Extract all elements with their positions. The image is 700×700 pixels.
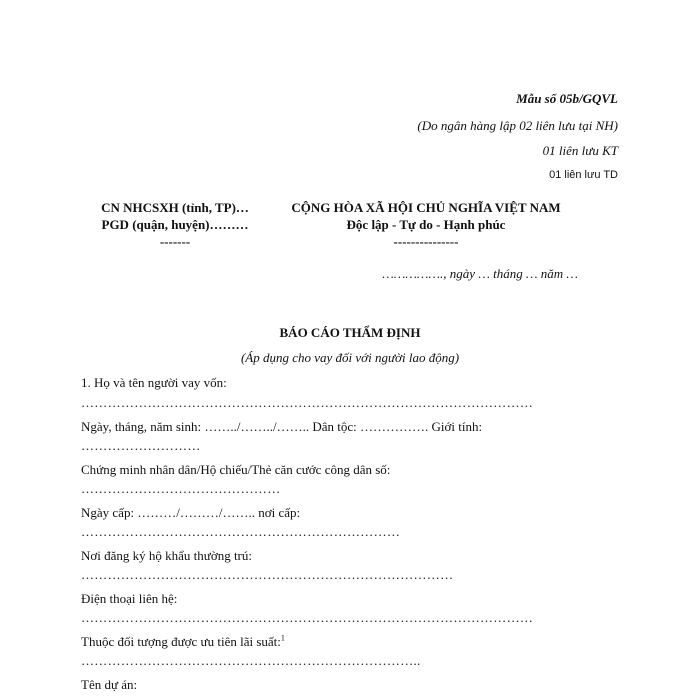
national-header: [276, 199, 576, 250]
copies-note: (Do ngân hàng lập 02 liên lưu tại NH): [417, 118, 618, 133]
footnote-marker: 1: [280, 633, 285, 643]
field-project-name-label: Tên dự án:: [81, 677, 138, 692]
field-residence-dots: …………………………………………………………………………: [81, 567, 454, 582]
copy-td-note: 01 liên lưu TD: [549, 169, 618, 181]
field-birth-ethnicity-gender-dots: ………………………: [81, 438, 201, 453]
report-title: BÁO CÁO THẨM ĐỊNH: [279, 325, 421, 340]
nation-rule: ---------------: [393, 234, 459, 249]
nation-line-2: Độc lập - Tự do - Hạnh phúc: [346, 217, 506, 232]
field-borrower-name-label: 1. Họ và tên người vay vốn:: [81, 375, 227, 390]
report-subtitle: (Áp dụng cho vay đối với người lao động): [240, 350, 460, 365]
field-priority-rate-text: Thuộc đối tượng được ưu tiên lãi suất:: [81, 634, 281, 649]
nation-line-1: CỘNG HÒA XÃ HỘI CHỦ NGHĨA VIỆT NAM: [291, 200, 561, 215]
copy-kt-note: 01 liên lưu KT: [542, 143, 618, 158]
field-issue-date-place-label: Ngày cấp: ………/………/…….. nơi cấp:: [81, 505, 301, 520]
field-priority-rate-label: [81, 634, 285, 650]
field-birth-ethnicity-gender-label: Ngày, tháng, năm sinh: ……../……../…….. Dân tộc: ……………. Giới tính:: [81, 419, 483, 434]
org-header: [80, 199, 270, 250]
field-phone-label: Điện thoại liên hệ:: [81, 591, 178, 606]
field-priority-rate-dots: …………………………………………………………………..: [81, 653, 421, 668]
org-line-1: CN NHCSXH (tỉnh, TP)…: [101, 200, 249, 215]
field-phone-dots: …………………………………………………………………………………………: [81, 610, 534, 625]
field-borrower-name-dots: …………………………………………………………………………………………: [81, 395, 534, 410]
org-line-2: PGD (quận, huyện)………: [101, 217, 249, 232]
org-rule: -------: [159, 234, 191, 249]
field-id-number-dots: ………………………………………: [81, 481, 281, 496]
field-residence-label: Nơi đăng ký hộ khẩu thường trú:: [81, 548, 252, 563]
field-issue-date-place-dots: ………………………………………………………………: [81, 524, 401, 539]
field-id-number-label: Chứng minh nhân dân/Hộ chiếu/Thẻ căn cước công dân số:: [81, 462, 391, 477]
date-line: ……………., ngày … tháng … năm …: [382, 266, 578, 281]
form-code: Mẫu số 05b/GQVL: [516, 91, 618, 106]
